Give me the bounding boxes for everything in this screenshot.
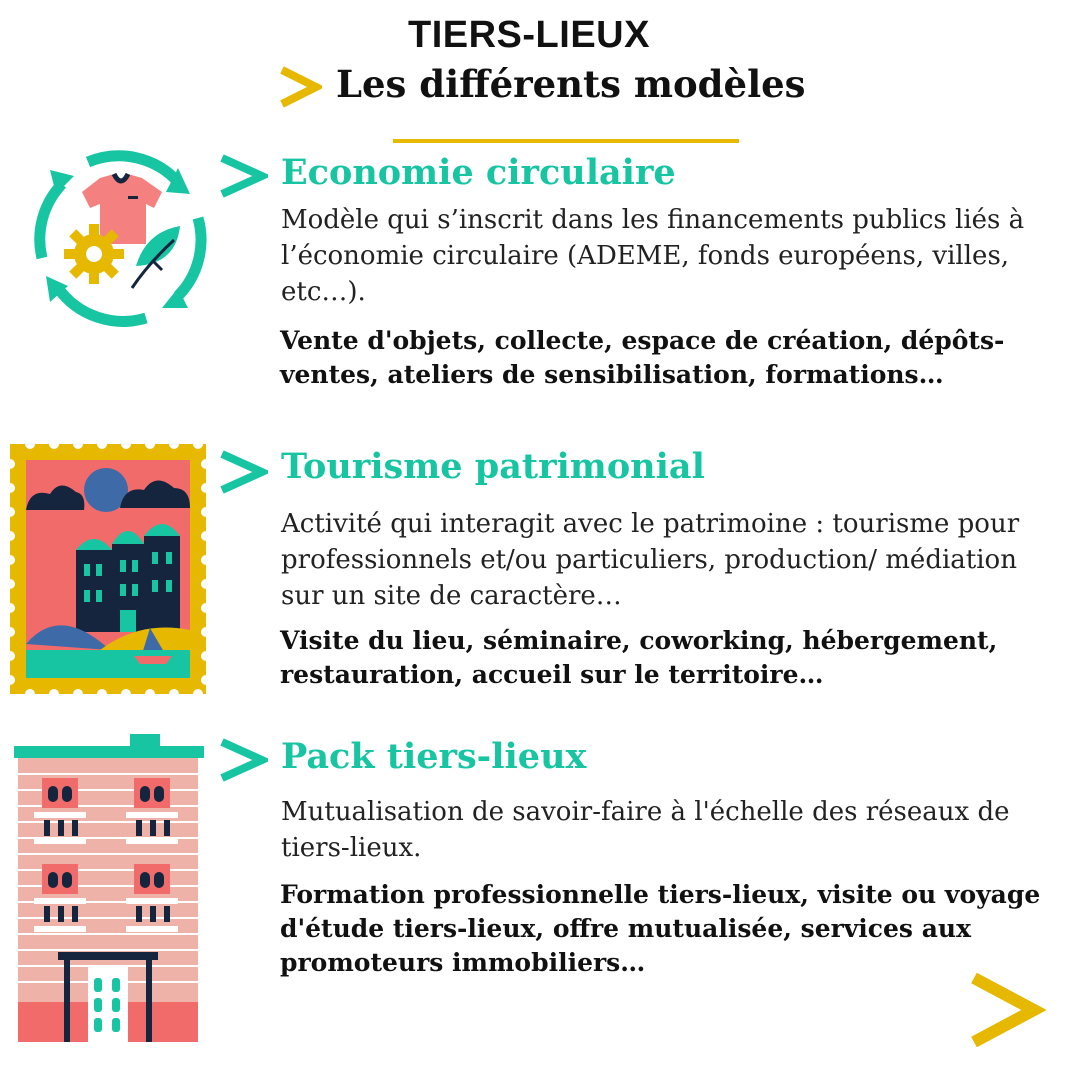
building-icon	[14, 734, 204, 1044]
chevron-right-icon	[278, 66, 322, 108]
page-title: TIERS-LIEUX	[408, 14, 650, 56]
section-title: Tourisme patrimonial	[281, 446, 705, 487]
section-examples: Vente d'objets, collecte, espace de création, dépôts-ventes, ateliers de sensibilisation, formations…	[280, 326, 1005, 389]
page-subtitle: Les différents modèles	[336, 62, 806, 106]
section-description: Mutualisation de savoir-faire à l'échelle des réseaux de tiers-lieux.	[281, 797, 1010, 863]
section-2-chevron-icon	[218, 450, 268, 494]
section-3-chevron-icon	[218, 738, 268, 782]
heritage-stamp-icon	[10, 444, 206, 694]
section-title: Pack tiers-lieux	[281, 736, 587, 777]
section-examples: Formation professionnelle tiers-lieux, visite ou voyage d'étude tiers-lieux, offre mutualisée, services aux promoteurs immobiliers…	[280, 880, 1041, 977]
section-1-chevron-icon	[218, 154, 268, 198]
section-description: Activité qui interagit avec le patrimoine : tourisme pour professionnels et/ou particuliers, production/ médiation sur un site de caractère…	[281, 509, 1020, 611]
section-title: Economie circulaire	[281, 152, 676, 193]
divider	[393, 139, 739, 143]
section-examples: Visite du lieu, séminaire, coworking, hébergement, restauration, accueil sur le territoire…	[280, 626, 998, 689]
recycle-tshirt-icon	[28, 148, 214, 330]
section-description: Modèle qui s’inscrit dans les financements publics liés à l’économie circulaire (ADEME, fonds européens, villes, etc…).	[281, 205, 1025, 307]
next-arrow-icon[interactable]	[966, 970, 1046, 1050]
